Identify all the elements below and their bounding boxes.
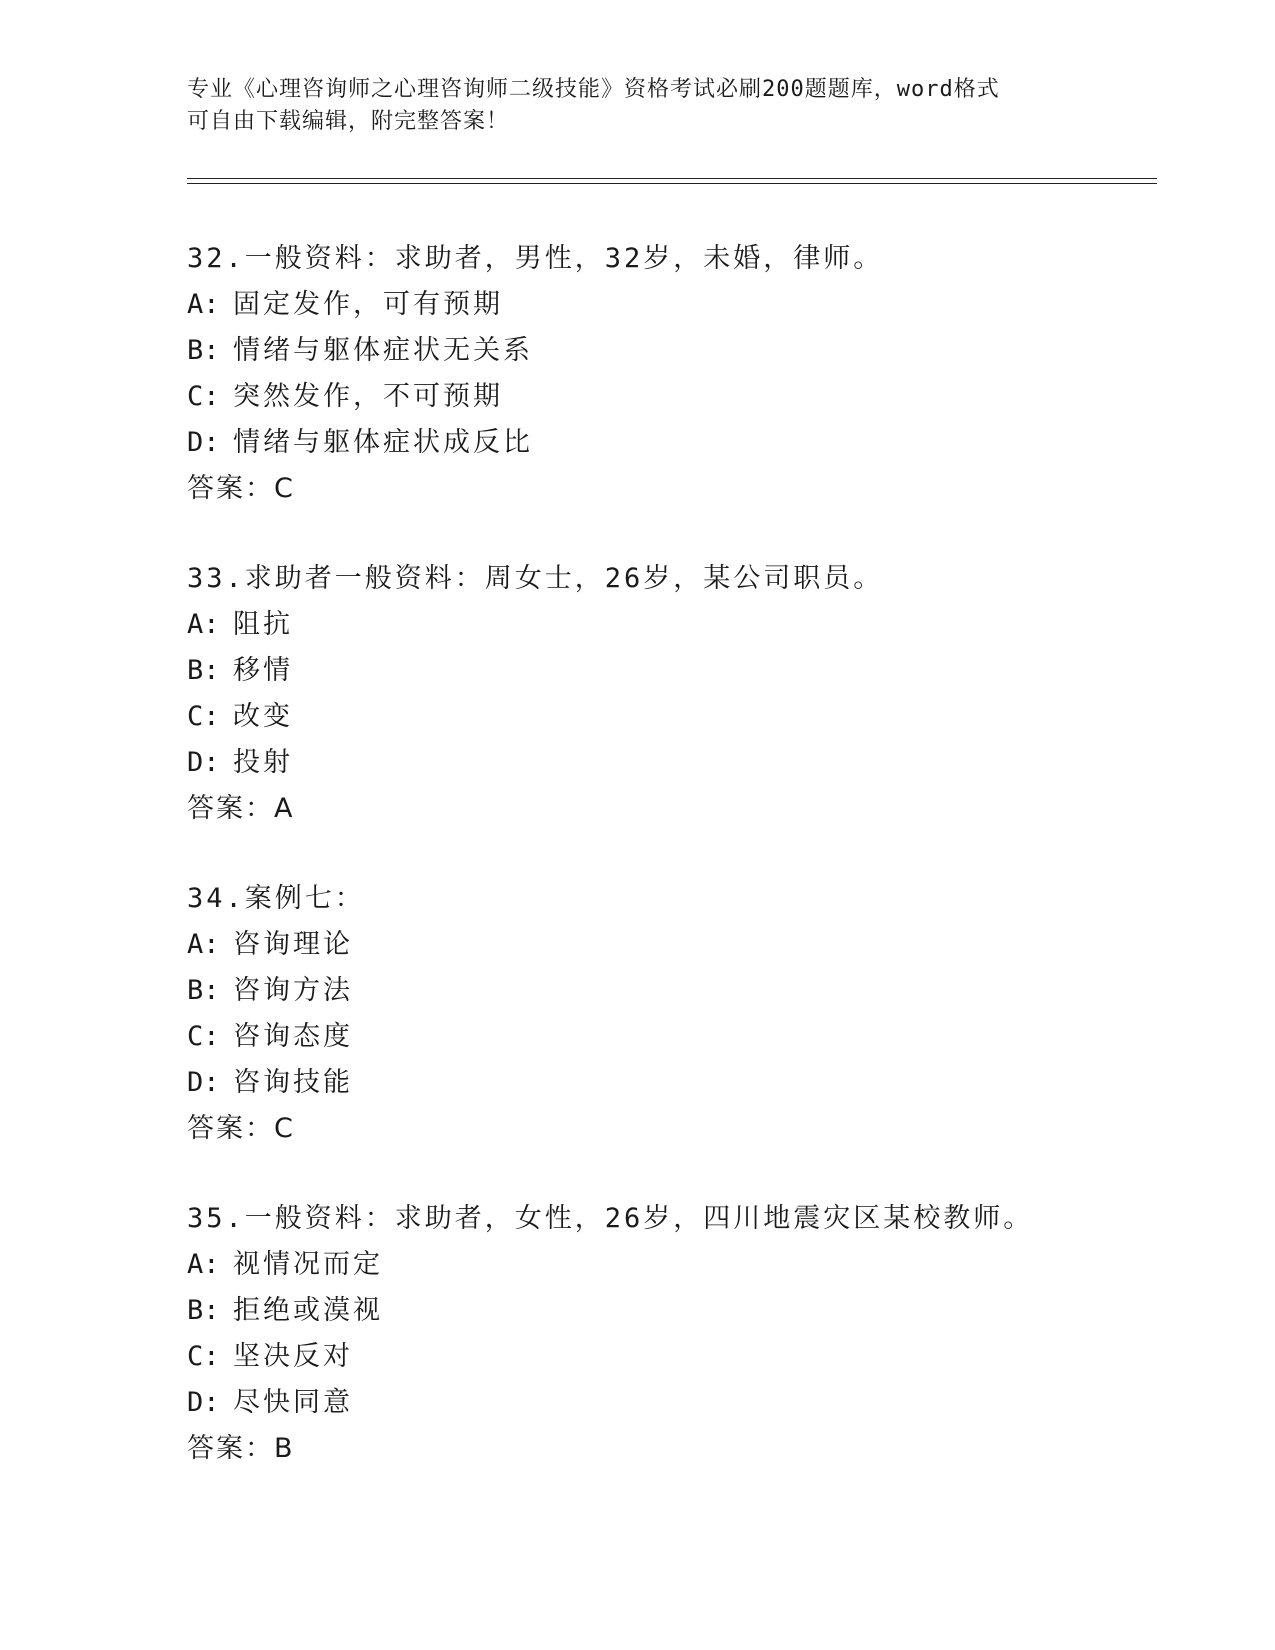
option-letter: D: xyxy=(187,1387,220,1418)
option-text: 移情 xyxy=(233,655,293,686)
option-letter: A: xyxy=(187,929,220,960)
answer-key: 答案：B xyxy=(187,1433,295,1464)
option-letter: B: xyxy=(187,655,220,686)
document-header xyxy=(187,74,1087,138)
option-letter: C: xyxy=(187,1341,220,1372)
option-letter: A: xyxy=(187,289,220,320)
option-text: 坚决反对 xyxy=(233,1341,353,1372)
question-33 xyxy=(187,556,1147,832)
option-letter: C: xyxy=(187,1021,220,1052)
header-divider-top xyxy=(187,178,1157,179)
option-text: 突然发作，不可预期 xyxy=(233,381,503,412)
answer-key: 答案：C xyxy=(187,1113,295,1144)
option-text: 咨询方法 xyxy=(233,975,353,1006)
option-letter: D: xyxy=(187,747,220,778)
option-text: 固定发作，可有预期 xyxy=(233,289,503,320)
option-letter: A: xyxy=(187,1249,220,1280)
header-line-1: 专业《心理咨询师之心理咨询师二级技能》资格考试必刷200题题库，word格式 xyxy=(187,77,1000,102)
question-35 xyxy=(187,1196,1147,1472)
option-letter: B: xyxy=(187,1295,220,1326)
option-text: 投射 xyxy=(233,747,293,778)
option-text: 咨询态度 xyxy=(233,1021,353,1052)
option-a xyxy=(187,922,1147,968)
option-text: 情绪与躯体症状成反比 xyxy=(233,427,533,458)
option-a xyxy=(187,282,1147,328)
option-c xyxy=(187,1334,1147,1380)
option-letter: C: xyxy=(187,701,220,732)
question-32 xyxy=(187,236,1147,512)
option-letter: B: xyxy=(187,335,220,366)
option-b xyxy=(187,648,1147,694)
option-c xyxy=(187,1014,1147,1060)
answer-key: 答案：A xyxy=(187,793,295,824)
option-letter: C: xyxy=(187,381,220,412)
option-c xyxy=(187,694,1147,740)
option-text: 阻抗 xyxy=(233,609,293,640)
option-text: 咨询理论 xyxy=(233,929,353,960)
option-text: 情绪与躯体症状无关系 xyxy=(233,335,533,366)
question-stem: 33.求助者一般资料：周女士，26岁，某公司职员。 xyxy=(187,563,884,594)
option-b xyxy=(187,328,1147,374)
option-c xyxy=(187,374,1147,420)
option-text: 视情况而定 xyxy=(233,1249,383,1280)
option-text: 改变 xyxy=(233,701,293,732)
option-a xyxy=(187,602,1147,648)
option-letter: B: xyxy=(187,975,220,1006)
question-stem: 35.一般资料：求助者，女性，26岁，四川地震灾区某校教师。 xyxy=(187,1203,1034,1234)
header-line-2: 可自由下载编辑，附完整答案！ xyxy=(187,109,510,134)
header-divider-bottom xyxy=(187,183,1157,184)
option-d xyxy=(187,1060,1147,1106)
option-a xyxy=(187,1242,1147,1288)
option-text: 尽快同意 xyxy=(233,1387,353,1418)
option-d xyxy=(187,420,1147,466)
question-stem: 32.一般资料：求助者，男性，32岁，未婚，律师。 xyxy=(187,243,884,274)
option-text: 咨询技能 xyxy=(233,1067,353,1098)
option-letter: A: xyxy=(187,609,220,640)
option-b xyxy=(187,1288,1147,1334)
option-text: 拒绝或漠视 xyxy=(233,1295,383,1326)
option-d xyxy=(187,1380,1147,1426)
question-stem: 34.案例七： xyxy=(187,883,365,914)
option-d xyxy=(187,740,1147,786)
option-letter: D: xyxy=(187,427,220,458)
question-34 xyxy=(187,876,1147,1152)
option-b xyxy=(187,968,1147,1014)
option-letter: D: xyxy=(187,1067,220,1098)
answer-key: 答案：C xyxy=(187,473,295,504)
